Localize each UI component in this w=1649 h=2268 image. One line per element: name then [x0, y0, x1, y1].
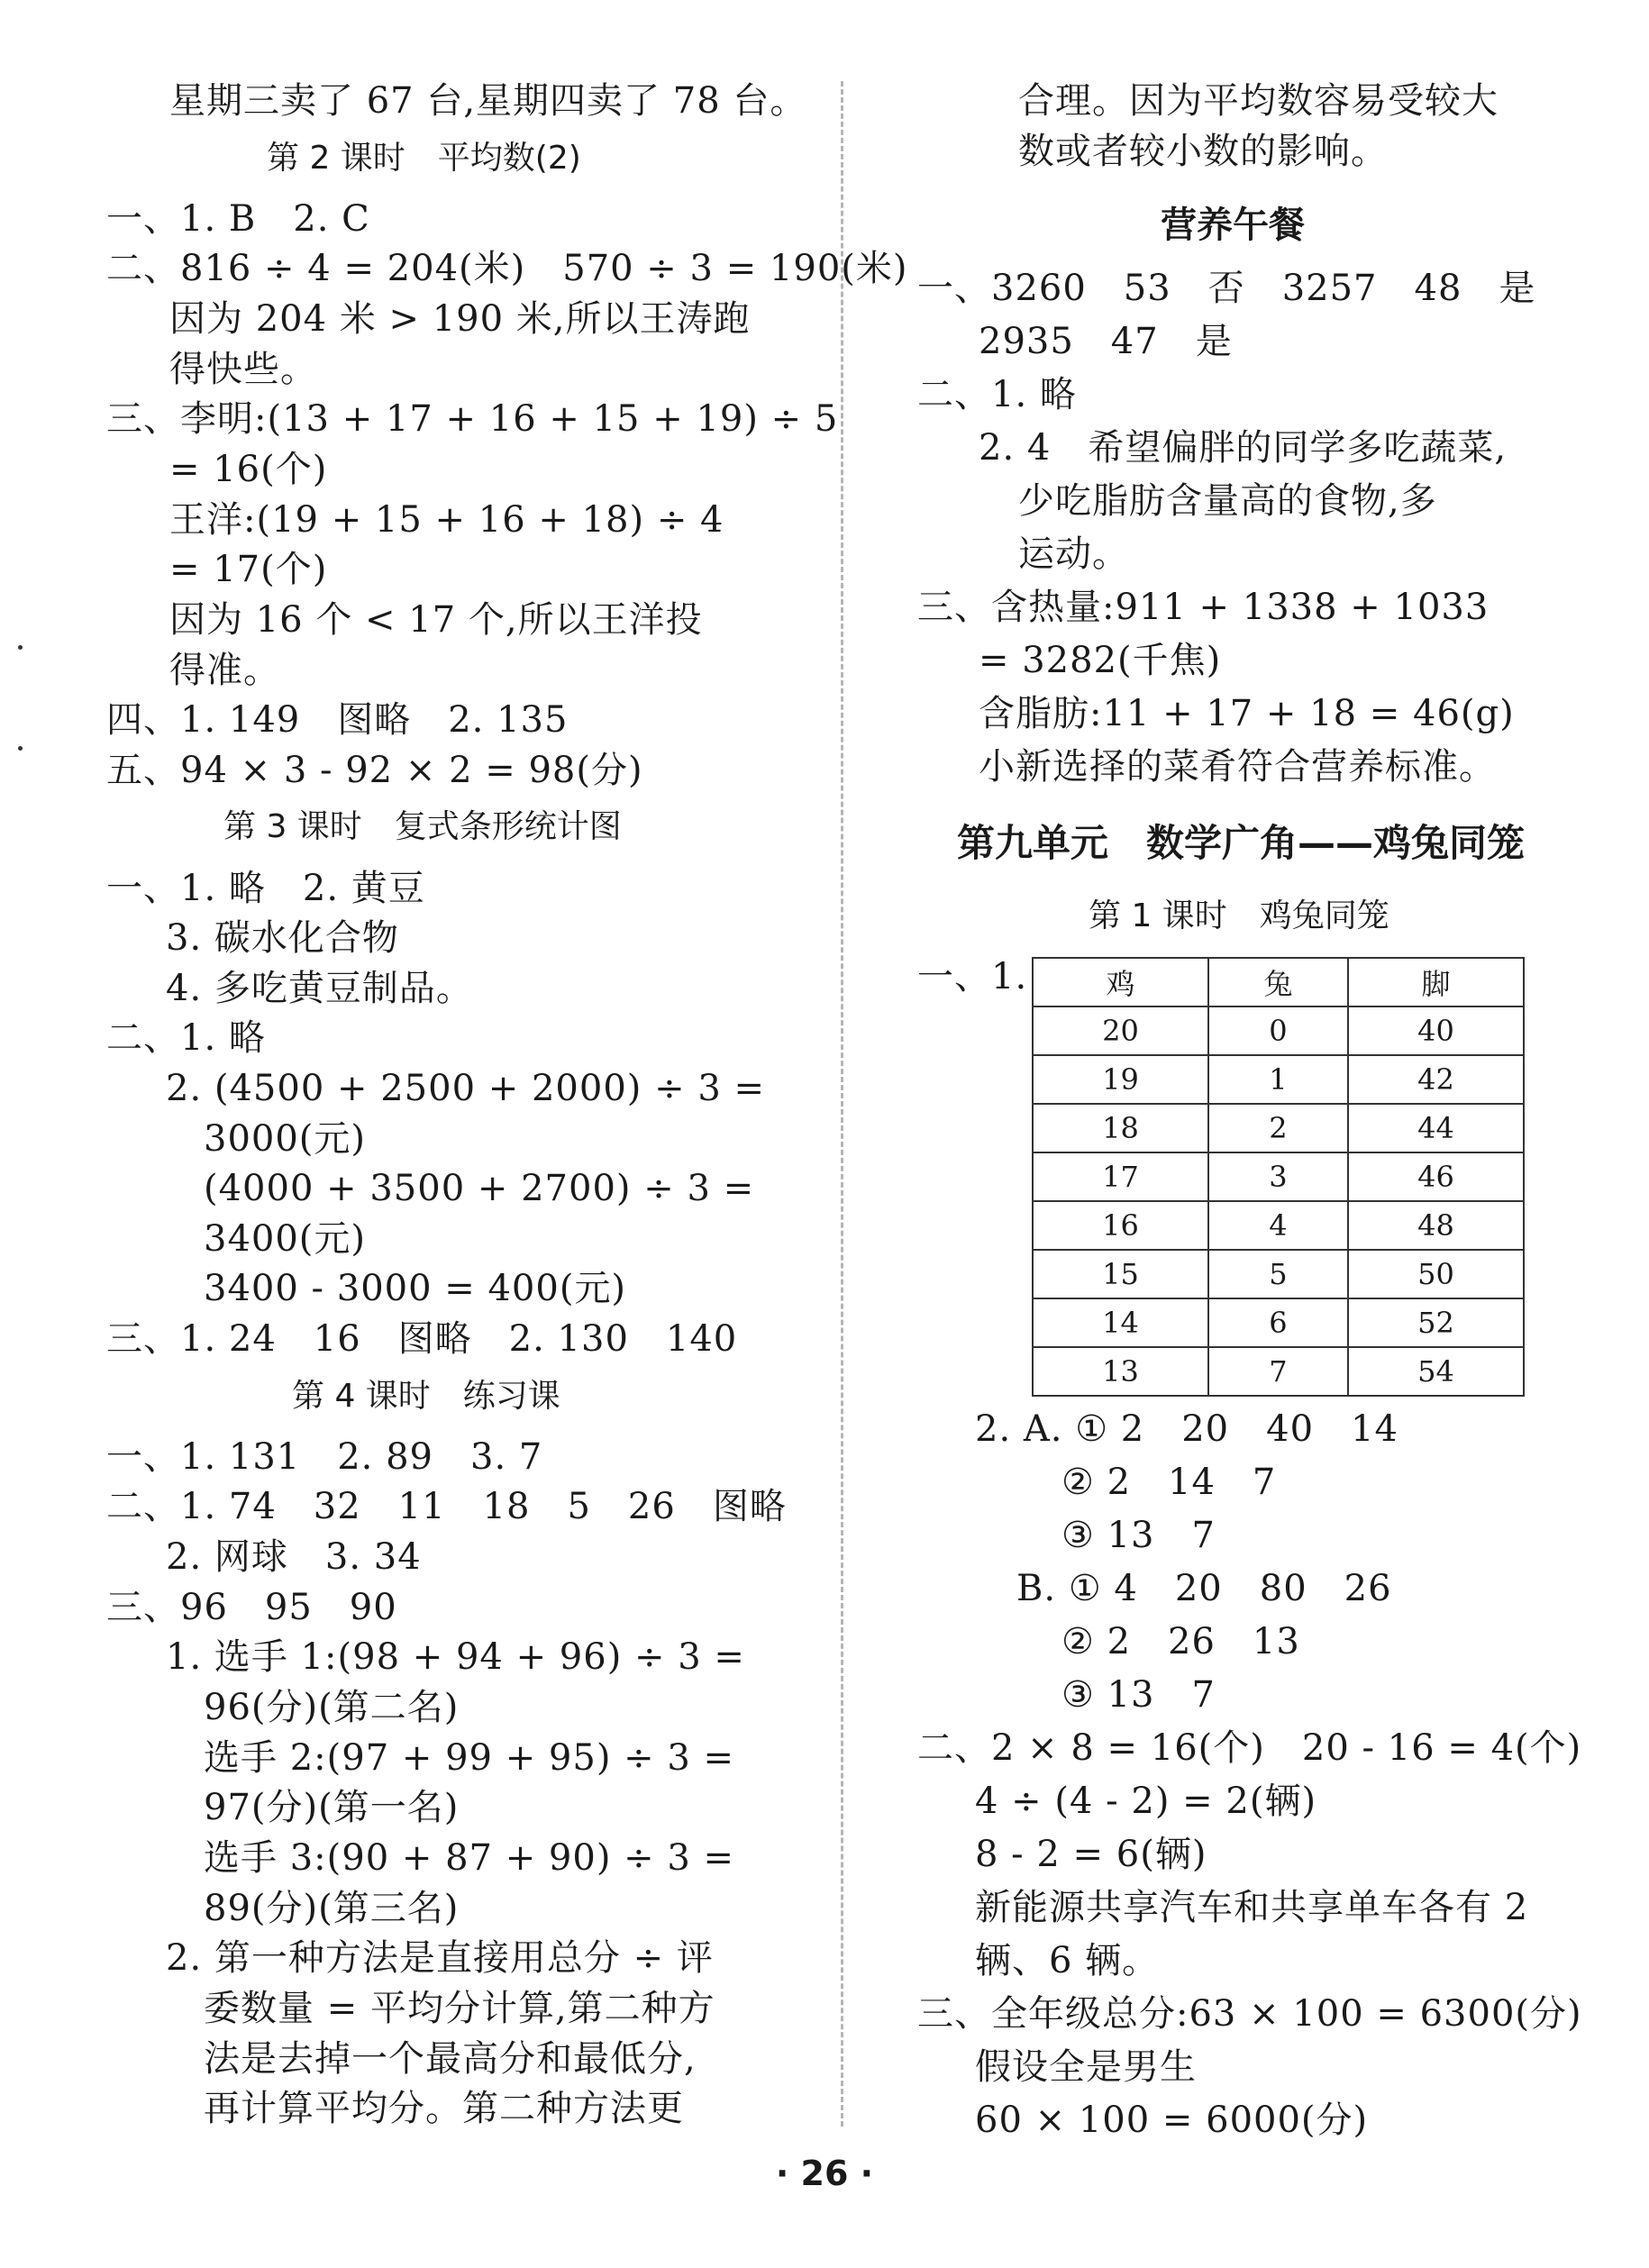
text-line: 星期三卖了 67 台,星期四卖了 78 台。 — [169, 80, 807, 122]
table-cell: 17 — [1033, 1152, 1208, 1201]
lesson-heading: 第 1 课时 鸡兔同笼 — [1089, 897, 1389, 934]
answer-line: = 16(个) — [169, 449, 328, 490]
answer-line: = 3282(千焦) — [979, 640, 1222, 681]
table-cell: 40 — [1348, 1006, 1524, 1055]
answer-line: 新能源共享汽车和共享单车各有 2 — [975, 1887, 1529, 1928]
table-row — [1033, 1201, 1524, 1250]
unit-heading: 第九单元 数学广角——鸡兔同笼 — [957, 821, 1526, 865]
answer-line: 数或者较小数的影响。 — [1018, 131, 1388, 172]
table-cell: 4 — [1208, 1201, 1348, 1250]
answer-line: 三、全年级总分:63 × 100 = 6300(分) — [917, 1993, 1582, 2035]
table-cell: 48 — [1348, 1201, 1524, 1250]
table-row — [1033, 1104, 1524, 1152]
answer-line: 法是去掉一个最高分和最低分, — [204, 2038, 697, 2080]
table-cell: 14 — [1033, 1298, 1208, 1347]
answer-line: 王洋:(19 + 15 + 16 + 18) ÷ 4 — [169, 499, 724, 541]
answer-line: 含脂肪:11 + 17 + 18 = 46(g) — [979, 693, 1515, 734]
answer-line: 一、1. B 2. C — [106, 198, 370, 240]
table-row — [1033, 1298, 1524, 1347]
table-row — [1033, 1250, 1524, 1298]
table-row — [1033, 1152, 1524, 1201]
answer-line: 二、816 ÷ 4 = 204(米) 570 ÷ 3 = 190(米) — [106, 248, 908, 289]
lesson-heading: 第 4 课时 练习课 — [292, 1378, 560, 1415]
answer-line: 3000(元) — [204, 1118, 367, 1160]
answer-line: 4. 多吃黄豆制品。 — [166, 968, 473, 1009]
answer-line: 运动。 — [1018, 533, 1129, 575]
answer-line: 三、1. 24 16 图略 2. 130 140 — [106, 1318, 738, 1360]
answer-line: 选手 2:(97 + 99 + 95) ÷ 3 = — [204, 1737, 735, 1779]
answer-line: ③ 13 7 — [1061, 1674, 1216, 1716]
answer-line: 假设全是男生 — [975, 2046, 1197, 2088]
answer-line: 再计算平均分。第二种方法更 — [204, 2088, 684, 2129]
answer-line: 1. 选手 1:(98 + 94 + 96) ÷ 3 = — [166, 1636, 745, 1678]
answer-line: 五、94 × 3 - 92 × 2 = 98(分) — [106, 750, 643, 791]
answer-line: 89(分)(第三名) — [204, 1888, 460, 1929]
chicken-rabbit-table — [1032, 957, 1525, 1397]
answer-line: 三、含热量:911 + 1338 + 1033 — [917, 587, 1490, 628]
table-cell: 52 — [1348, 1298, 1524, 1347]
answer-line: 2. 网球 3. 34 — [166, 1536, 422, 1578]
table-cell: 7 — [1208, 1347, 1348, 1396]
answer-line: 60 × 100 = 6000(分) — [975, 2099, 1369, 2141]
table-header-cell: 鸡 — [1033, 958, 1208, 1006]
answer-line: = 17(个) — [169, 549, 328, 590]
table-cell: 2 — [1208, 1104, 1348, 1152]
answer-line: 一、3260 53 否 3257 48 是 — [917, 268, 1536, 309]
answer-line: 辆、6 辆。 — [975, 1940, 1160, 1981]
table-cell: 44 — [1348, 1104, 1524, 1152]
answer-line: 二、2 × 8 = 16(个) 20 - 16 = 4(个) — [917, 1727, 1582, 1769]
table-cell: 15 — [1033, 1250, 1208, 1298]
column-divider — [841, 81, 843, 2127]
table-cell: 6 — [1208, 1298, 1348, 1347]
answer-line: 2935 47 是 — [979, 321, 1233, 362]
table-cell: 5 — [1208, 1250, 1348, 1298]
answer-line: 二、1. 略 — [106, 1017, 266, 1059]
answer-line: 三、96 95 90 — [106, 1587, 397, 1628]
table-cell: 46 — [1348, 1152, 1524, 1201]
table-cell: 3 — [1208, 1152, 1348, 1201]
lesson-heading: 第 3 课时 复式条形统计图 — [223, 808, 622, 845]
answer-line: 2. A. ① 2 20 40 14 — [975, 1408, 1398, 1450]
answer-line: 8 - 2 = 6(辆) — [975, 1834, 1207, 1875]
answer-line: 三、李明:(13 + 17 + 16 + 15 + 19) ÷ 5 — [106, 398, 839, 440]
answer-line: 96(分)(第二名) — [204, 1687, 460, 1728]
answer-line: 3. 碳水化合物 — [166, 917, 399, 959]
answer-line: 3400(元) — [204, 1218, 367, 1260]
table-row — [1033, 1347, 1524, 1396]
table-cell: 54 — [1348, 1347, 1524, 1396]
answer-line: ② 2 14 7 — [1061, 1462, 1277, 1503]
answer-line: 2. 第一种方法是直接用总分 ÷ 评 — [166, 1937, 714, 1979]
answer-line: ③ 13 7 — [1061, 1515, 1216, 1556]
answer-line: 一、1. 131 2. 89 3. 7 — [106, 1436, 543, 1478]
answer-line: 2. 4 希望偏胖的同学多吃蔬菜, — [979, 427, 1508, 469]
table-cell: 16 — [1033, 1201, 1208, 1250]
answer-line: 选手 3:(90 + 87 + 90) ÷ 3 = — [204, 1837, 735, 1879]
answer-line: 得准。 — [169, 650, 280, 691]
table-header-row — [1033, 958, 1524, 1006]
table-cell: 0 — [1208, 1006, 1348, 1055]
answer-line: 二、1. 74 32 11 18 5 26 图略 — [106, 1486, 787, 1527]
answer-line: 四、1. 149 图略 2. 135 — [106, 699, 569, 741]
answer-line: 因为 16 个 < 17 个,所以王洋投 — [169, 599, 703, 641]
answer-line: B. ① 4 20 80 26 — [1016, 1568, 1392, 1609]
answer-line: (4000 + 3500 + 2700) ÷ 3 = — [204, 1168, 755, 1209]
margin-dot — [18, 746, 23, 751]
table-cell: 1 — [1208, 1055, 1348, 1104]
table-row — [1033, 1055, 1524, 1104]
answer-line: 97(分)(第一名) — [204, 1787, 460, 1828]
table-cell: 13 — [1033, 1347, 1208, 1396]
section-heading: 营养午餐 — [1161, 205, 1305, 246]
table-cell: 50 — [1348, 1250, 1524, 1298]
table-header-cell: 脚 — [1348, 958, 1524, 1006]
table-cell: 20 — [1033, 1006, 1208, 1055]
table-cell: 19 — [1033, 1055, 1208, 1104]
answer-line: 二、1. 略 — [917, 374, 1077, 415]
answer-line: 少吃脂肪含量高的食物,多 — [1018, 480, 1437, 522]
answer-line: 合理。因为平均数容易受较大 — [1018, 80, 1499, 122]
table-header-cell: 兔 — [1208, 958, 1348, 1006]
lesson-heading: 第 2 课时 平均数(2) — [267, 140, 581, 177]
table-cell: 18 — [1033, 1104, 1208, 1152]
margin-dot — [18, 645, 23, 650]
answer-line: 委数量 = 平均分计算,第二种方 — [204, 1988, 715, 2029]
answer-line: 小新选择的菜肴符合营养标准。 — [979, 746, 1496, 788]
page-number: · 26 · — [775, 2154, 874, 2193]
answer-line: 得快些。 — [169, 349, 317, 390]
answer-line: 一、1. — [917, 956, 1028, 997]
answer-line: 因为 204 米 > 190 米,所以王涛跑 — [169, 298, 751, 340]
answer-line: 4 ÷ (4 - 2) = 2(辆) — [975, 1781, 1317, 1822]
answer-line: 2. (4500 + 2500 + 2000) ÷ 3 = — [166, 1068, 765, 1109]
answer-line: 一、1. 略 2. 黄豆 — [106, 868, 425, 909]
answer-line: ② 2 26 13 — [1061, 1621, 1300, 1662]
table-row — [1033, 1006, 1524, 1055]
answer-line: 3400 - 3000 = 400(元) — [204, 1268, 627, 1309]
table-cell: 42 — [1348, 1055, 1524, 1104]
